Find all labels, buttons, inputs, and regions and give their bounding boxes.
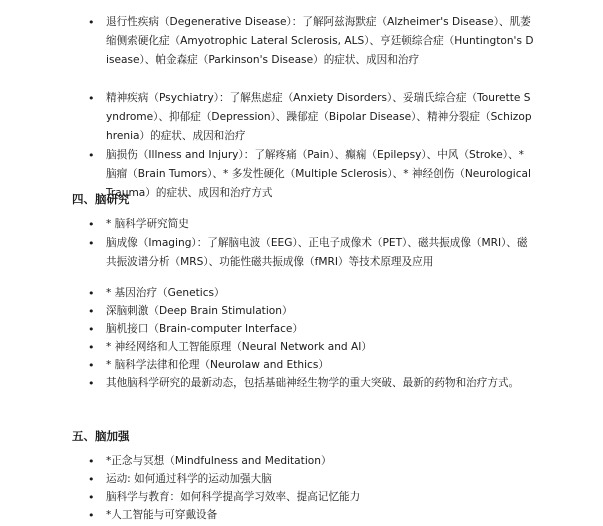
bullet-dot: • (88, 149, 95, 162)
list-item-text: * 脑科学法律和伦理（Neurolaw and Ethics） (106, 359, 329, 371)
list-item-text: * 脑科学研究简史 (106, 218, 189, 230)
list-item-text: *正念与冥想（Mindfulness and Meditation） (106, 455, 332, 467)
list-item-text: 脑成像（Imaging）：了解脑电波（EEG）、正电子成像术（PET）、磁共振成像（MRI）、磁共振波谱分析（MRS）、功能性磁共振成像（fMRI）等技术原理及应用 (106, 237, 528, 268)
list-item (88, 470, 536, 489)
bullet-dot: • (88, 341, 95, 354)
bullet-dot: • (88, 455, 95, 468)
list-item (88, 338, 536, 357)
bullet-dot: • (88, 473, 95, 486)
bullet-dot: • (88, 16, 95, 29)
list-item-text: 深脑刺激（Deep Brain Stimulation） (106, 305, 293, 317)
list-item (88, 488, 536, 507)
list-item (88, 284, 536, 303)
list-item-text: *人工智能与可穿戴设备 (106, 509, 218, 521)
list-item (88, 374, 536, 393)
list-item-text: 其他脑科学研究的最新动态，包括基础神经生物学的重大突破、最新的药物和治疗方式。 (106, 377, 520, 389)
bullet-dot: • (88, 377, 95, 390)
list-item-text: * 基因治疗（Genetics） (106, 287, 225, 299)
bullet-dot: • (88, 237, 95, 250)
list-item (88, 234, 536, 272)
list-item-text: 运动: 如何通过科学的运动加强大脑 (106, 473, 272, 485)
bullet-dot: • (88, 509, 95, 522)
bullet-dot: • (88, 491, 95, 504)
list-item (88, 13, 536, 70)
list-item (88, 215, 536, 234)
section-heading-brain-enhancement: 五、脑加强 (72, 429, 130, 443)
bullet-dot: • (88, 92, 95, 105)
list-item (88, 89, 536, 146)
list-item-text: 脑科学与教育：如何科学提高学习效率、提高记忆能力 (106, 491, 361, 503)
list-item (88, 302, 536, 321)
list-item-text: * 神经网络和人工智能原理（Neural Network and AI） (106, 341, 372, 353)
list-item (88, 320, 536, 339)
section-heading-brain-research: 四、脑研究 (72, 192, 130, 206)
bullet-dot: • (88, 287, 95, 300)
bullet-dot: • (88, 359, 95, 372)
bullet-dot: • (88, 305, 95, 318)
list-item (88, 506, 536, 525)
list-item (88, 356, 536, 375)
bullet-dot: • (88, 218, 95, 231)
list-item-text: 退行性疾病（Degenerative Disease）：了解阿兹海默症（Alzheimer's Disease）、肌萎缩侧索硬化症（Amyotrophic Lateral Sclerosis, ALS）、亨廷顿综合症（Huntington's Disease）、帕金森症（Parkinson's Disease）的症状、成因和治疗 (106, 16, 534, 66)
list-item-text: 脑损伤（Illness and Injury）：了解疼痛（Pain）、癫痫（Epilepsy）、中风（Stroke）、* 脑瘤（Brain Tumors）、* 多发性硬化（Multiple Sclerosis）、* 神经创伤（Neurological Trauma）的症状、成因和治疗方式 (106, 149, 531, 199)
list-item-text: 脑机接口（Brain-computer Interface） (106, 323, 304, 335)
bullet-dot: • (88, 323, 95, 336)
list-item-text: 精神疾病（Psychiatry）：了解焦虑症（Anxiety Disorders）、妥瑞氏综合症（Tourette Syndrome）、抑郁症（Depression）、躁郁症（Bipolar Disease）、精神分裂症（Schizophrenia）的症状、成因和治疗 (106, 92, 532, 142)
list-item (88, 452, 536, 471)
